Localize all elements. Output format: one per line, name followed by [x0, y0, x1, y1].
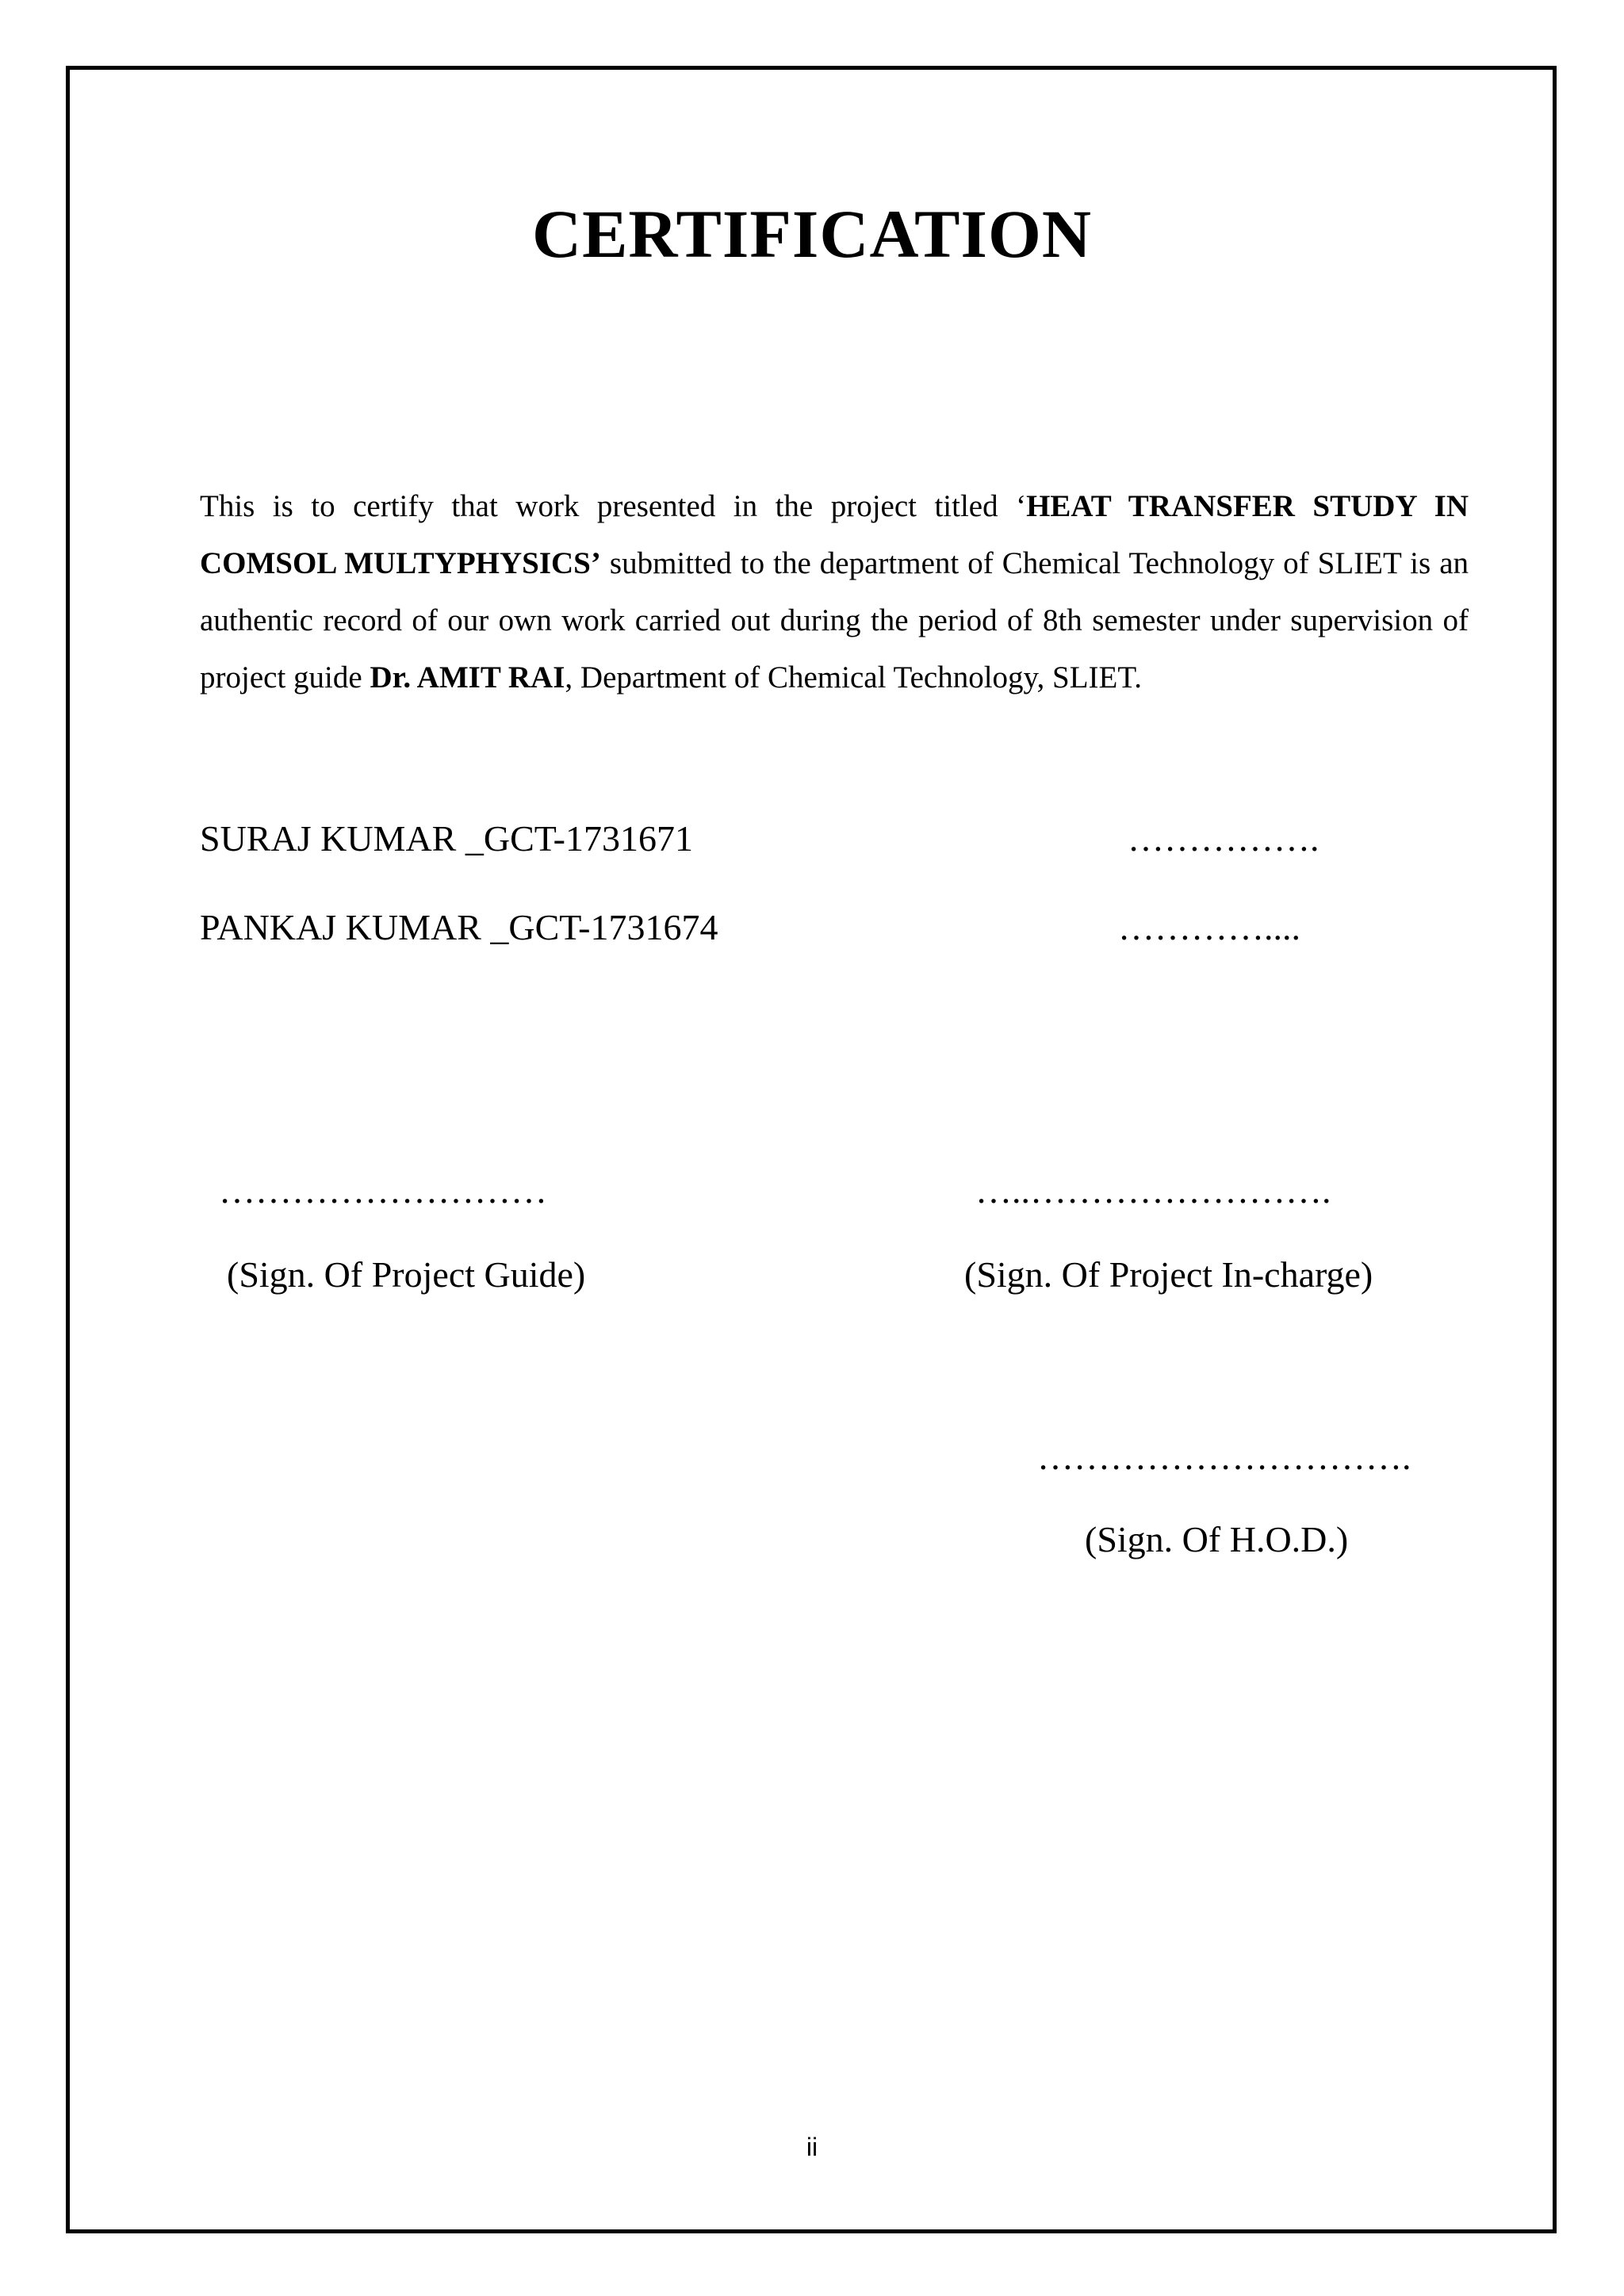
hod-signature-line: …………………………. — [1037, 1437, 1411, 1477]
page-number: ii — [806, 2133, 818, 2161]
project-incharge-signature-label: (Sign. Of Project In-charge) — [964, 1254, 1373, 1295]
student-signature-line: ……………. — [1128, 818, 1320, 859]
student-name: PANKAJ KUMAR _GCT-1731674 — [200, 907, 718, 947]
student-signature-line: ………….... — [1118, 907, 1300, 947]
student-row — [200, 811, 1469, 867]
paragraph-text-3: , Department of Chemical Technology, SLIET. — [565, 660, 1142, 695]
paragraph-text-1: This is to certify that work presented in the project titled ‘ — [200, 489, 1027, 523]
project-guide-signature-line: ……………………… — [219, 1170, 547, 1211]
paragraph-text-2: submitted to the department of Chemical Technology of SLIET is an authentic record of our own work carried out during the period of 8th semester under supervision of project guide — [200, 546, 1469, 695]
certification-paragraph — [200, 478, 1469, 706]
project-title: HEAT TRANSFER STUDY IN COMSOL MULTYPHYSICS’ — [200, 489, 1469, 580]
page-border — [66, 66, 1557, 2233]
page-title: CERTIFICATION — [531, 196, 1093, 272]
student-name: SURAJ KUMAR _GCT-1731671 — [200, 818, 693, 859]
student-row — [200, 900, 1469, 955]
guide-name: Dr. AMIT RAI — [370, 660, 565, 695]
project-incharge-signature-line: …..……………………. — [975, 1170, 1331, 1211]
hod-signature-label: (Sign. Of H.O.D.) — [1085, 1519, 1349, 1559]
project-guide-signature-label: (Sign. Of Project Guide) — [227, 1254, 586, 1295]
